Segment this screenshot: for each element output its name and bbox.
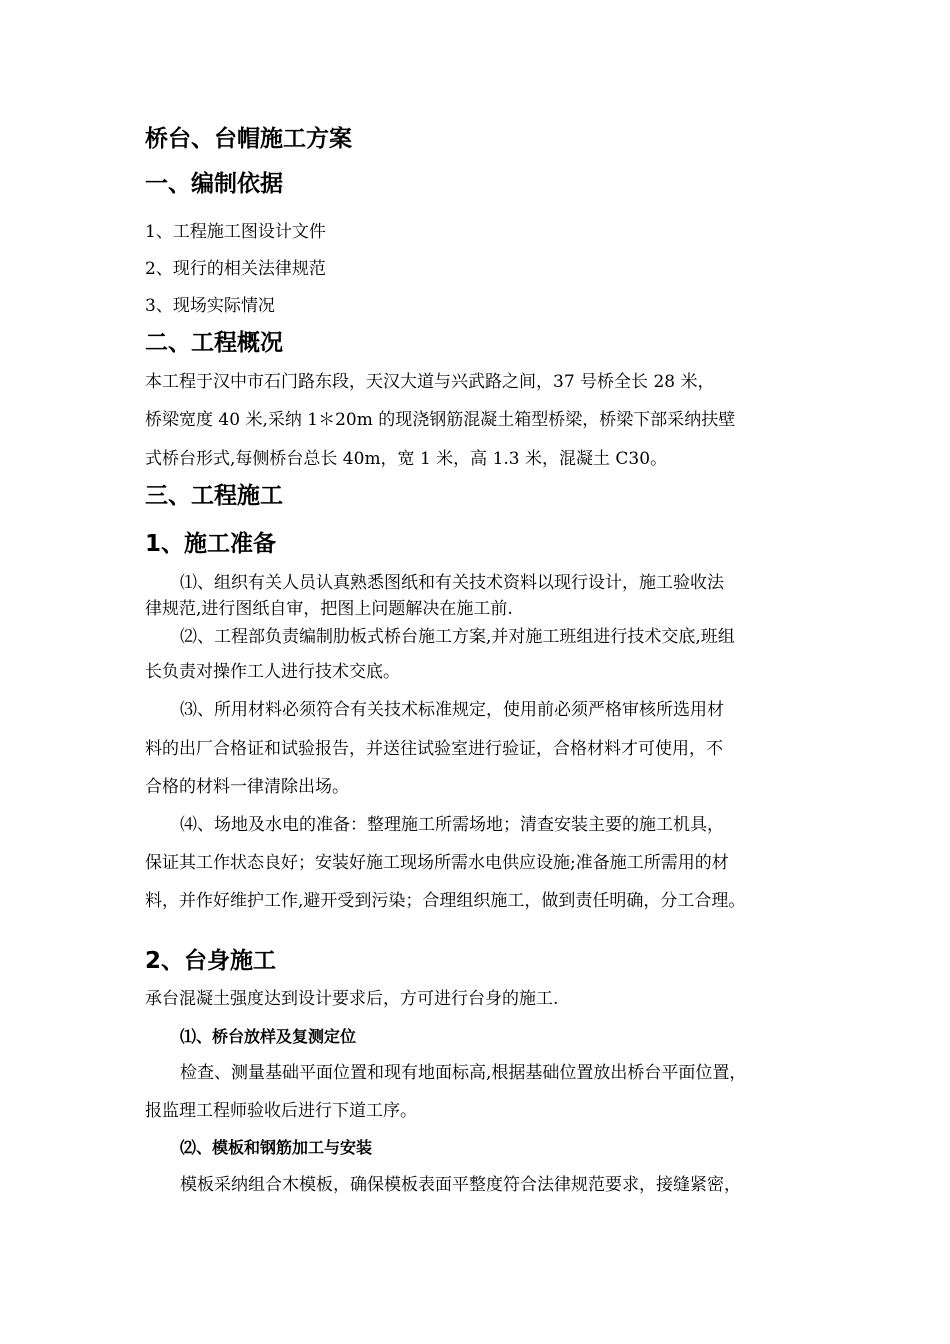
item-1-heading: ⑴、桥台放样及复测定位	[180, 1027, 357, 1046]
prep-para-3-line-2: 料的出厂合格证和试验报告，并送往试验室进行验证，合格材料才可使用，不	[145, 739, 723, 759]
prep-para-3-line-1: ⑶、所用材料必须符合有关技术标准规定，使用前必须严格审核所选用材	[180, 700, 724, 720]
prep-para-1-line-1: ⑴、组织有关人员认真熟悉图纸和有关技术资料以现行设计，施工验收法	[180, 573, 724, 593]
section-1-heading: 一、编制依据	[145, 171, 283, 197]
section-3-heading: 三、工程施工	[145, 483, 283, 509]
prep-para-1-line-2: 律规范,进行图纸自审，把图上问题解决在施工前.	[145, 599, 513, 619]
item-2-line-1: 模板采纳组合木模板，确保模板表面平整度符合法律规范要求，接缝紧密，	[180, 1175, 741, 1195]
basis-item-1: 1、工程施工图设计文件	[145, 222, 326, 242]
item-1-line-1: 检查、测量基础平面位置和现有地面标高,根据基础位置放出桥台平面位置，	[180, 1063, 747, 1083]
prep-para-2-line-1: ⑵、工程部负责编制肋板式桥台施工方案,并对施工班组进行技术交底,班组	[180, 627, 735, 647]
document-title: 桥台、台帽施工方案	[145, 126, 352, 152]
section-2-heading: 二、工程概况	[145, 330, 283, 356]
item-2-heading: ⑵、模板和钢筋加工与安装	[180, 1138, 373, 1157]
overview-line-2: 桥梁宽度 40 米,采纳 1＊20m 的现浇钢筋混凝土箱型桥梁，桥梁下部采纳扶壁	[145, 410, 736, 430]
basis-item-2: 2、现行的相关法律规范	[145, 259, 326, 279]
basis-item-3: 3、现场实际情况	[145, 296, 275, 316]
subsection-1-heading: 1、施工准备	[145, 531, 277, 557]
overview-line-3: 式桥台形式,每侧桥台总长 40m，宽 1 米，高 1.3 米，混凝土 C30。	[145, 449, 668, 469]
prep-para-3-line-3: 合格的材料一律清除出场。	[145, 777, 349, 797]
prep-para-4-line-3: 料，并作好维护工作,避开受到污染；合理组织施工，做到责任明确，分工合理。	[145, 891, 746, 911]
prep-para-4-line-1: ⑷、场地及水电的准备：整理施工所需场地；清查安装主要的施工机具，	[180, 815, 724, 835]
overview-line-1: 本工程于汉中市石门路东段，天汉大道与兴武路之间，37 号桥全长 28 米，	[145, 372, 715, 392]
subsection-2-heading: 2、台身施工	[145, 948, 277, 974]
item-1-line-2: 报监理工程师验收后进行下道工序。	[145, 1101, 417, 1121]
prep-para-2-line-2: 长负责对操作工人进行技术交底。	[145, 662, 400, 682]
abutment-intro: 承台混凝土强度达到设计要求后，方可进行台身的施工.	[145, 989, 559, 1009]
prep-para-4-line-2: 保证其工作状态良好；安装好施工现场所需水电供应设施;准备施工所需用的材	[145, 853, 729, 873]
